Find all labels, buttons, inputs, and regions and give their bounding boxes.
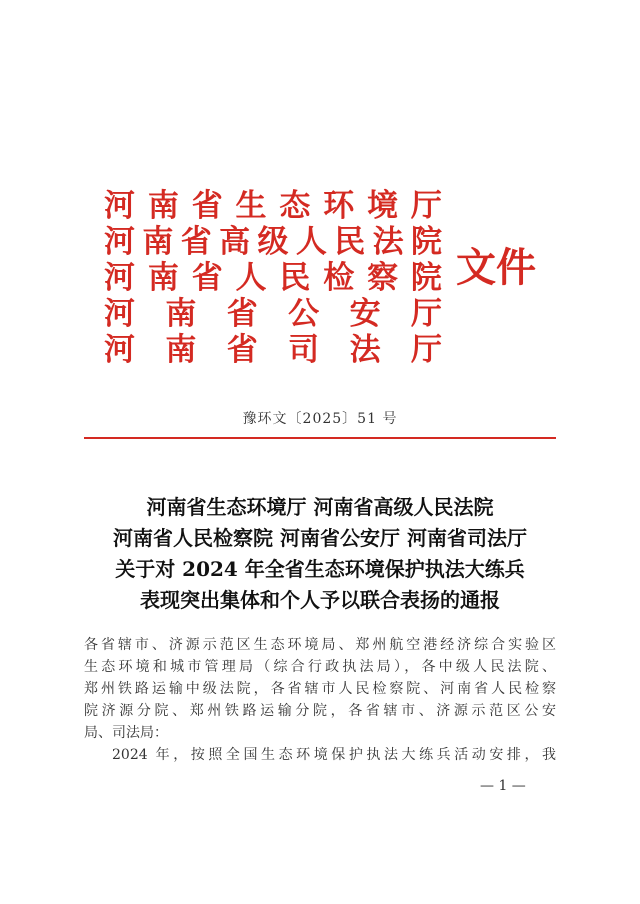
document-body bbox=[84, 634, 556, 766]
organ-name: 河 南 省 高 级 人 民 法 院 bbox=[104, 224, 442, 260]
document-suffix: 文件 bbox=[456, 244, 536, 291]
organ-name: 河 南 省 司 法 厅 bbox=[104, 332, 442, 368]
addressee-line: 各省辖市、济源示范区生态环境局、郑州航空港经济综合实验区 bbox=[84, 637, 556, 653]
addressee-line: 生态环境和城市管理局（综合行政执法局），各中级人民法院、 bbox=[84, 659, 556, 675]
page-number: — 1 — bbox=[480, 778, 526, 794]
document-title bbox=[0, 492, 640, 616]
issuing-organs bbox=[104, 188, 442, 368]
addressee-line: 院济源分院、郑州铁路运输分院，各省辖市、济源示范区公安 bbox=[84, 703, 556, 719]
body-paragraph: 2024 年，按照全国生态环境保护执法大练兵活动安排，我 bbox=[112, 747, 556, 763]
document-number: 豫环文〔2025〕51 号 bbox=[242, 411, 398, 427]
organ-name: 河 南 省 公 安 厅 bbox=[104, 296, 442, 332]
organ-name: 河 南 省 人 民 检 察 院 bbox=[104, 260, 442, 296]
organ-name: 河 南 省 生 态 环 境 厅 bbox=[104, 188, 442, 224]
red-separator-line bbox=[84, 437, 556, 439]
addressee-line: 局、司法局： bbox=[84, 725, 168, 741]
title-line: 河南省生态环境厅 河南省高级人民法院 bbox=[146, 495, 494, 519]
title-line: 关于对 2024 年全省生态环境保护执法大练兵 bbox=[115, 557, 525, 581]
title-line: 表现突出集体和个人予以联合表扬的通报 bbox=[140, 588, 500, 612]
addressee-line: 郑州铁路运输中级法院，各省辖市人民检察院、河南省人民检察 bbox=[84, 681, 556, 697]
title-line: 河南省人民检察院 河南省公安厅 河南省司法厅 bbox=[113, 526, 527, 550]
